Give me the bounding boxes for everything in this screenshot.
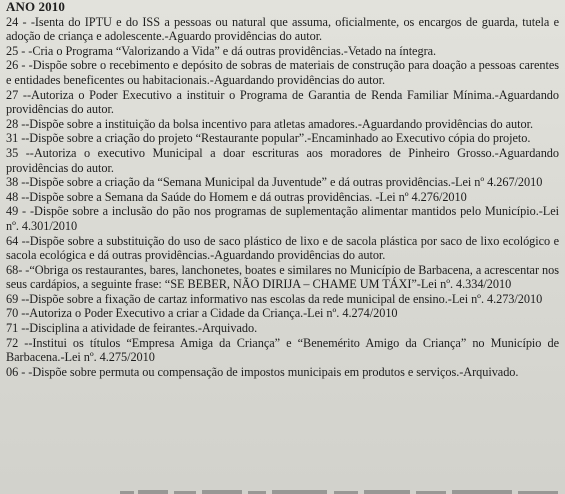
cut-off-text-fragment <box>120 489 565 494</box>
bill-entry-26: 26 - -Dispõe sobre o recebimento e depósito de sobras de materiais de construção para doação a pessoas carentes e entidades beneficentes ou habitacionais.-Aguardando providências do autor. <box>6 58 559 87</box>
bill-entry-68: 68- -“Obriga os restaurantes, bares, lanchonetes, boates e similares no Município de Barbacena, a acrescentar nos seus cardápios, a seguinte frase: “SE BEBER, NÃO DIRIJA – CHAME UM TÁXI”-Lei nº. 4.334/2010 <box>6 262 559 292</box>
bill-entry-24: 24 - -Isenta do IPTU e do ISS a pessoas ou natural que assuma, oficialmente, os encargos de guarda, tutela e adoção de criança e adolescente.-Aguardo providências do autor. <box>6 14 559 44</box>
year-heading: ANO 2010 <box>6 0 65 14</box>
bill-entry-64: 64 --Dispõe sobre a substituição do uso de saco plástico de lixo e de sacola plástica por saco de lixo ecológico e sacola ecológica e dá outras providências.-Aguardando providências do autor. <box>6 233 559 263</box>
bill-entry-49: 49 - -Dispõe sobre a inclusão do pão nos programas de suplementação alimentar mantidos pelo Município.-Lei nº. 4.301/2010 <box>6 204 559 233</box>
bill-entry-38: 38 --Dispõe sobre a criação da “Semana Municipal da Juventude” e dá outras providências.-Lei nº 4.267/2010 <box>6 175 543 190</box>
bill-entry-70: 70 --Autoriza o Poder Executivo a criar a Cidade da Criança.-Lei nº. 4.274/2010 <box>6 306 398 321</box>
bill-entry-69: 69 --Dispõe sobre a fixação de cartaz informativo nas escolas da rede municipal de ensino.-Lei nº. 4.273/2010 <box>6 291 543 306</box>
bill-entry-35: 35 --Autoriza o executivo Municipal a doar escrituras aos moradores de Pinheiro Grosso.-Aguardando providências do autor. <box>6 145 559 175</box>
bill-entry-48: 48 --Dispõe sobre a Semana da Saúde do Homem e dá outras providências. -Lei nº 4.276/2010 <box>6 189 467 204</box>
bill-entry-06: 06 - -Dispõe sobre permuta ou compensação de impostos municipais em produtos e serviços.-Arquivado. <box>6 364 519 379</box>
bill-entry-27: 27 --Autoriza o Poder Executivo a instituir o Programa de Garantia de Renda Familiar Mínima.-Aguardando providências do autor. <box>6 87 559 117</box>
bill-entry-71: 71 --Disciplina a atividade de feirantes.-Arquivado. <box>6 321 258 336</box>
bill-entry-72: 72 --Institui os títulos “Empresa Amiga da Criança” e “Benemérito Amigo da Criança” no Município de Barbacena.-Lei nº. 4.275/2010 <box>6 335 559 365</box>
cut-off-text-strip <box>0 488 565 494</box>
bill-entry-31: 31 --Dispõe sobre a criação do projeto “Restaurante popular”.-Encaminhado ao Executivo cópia do projeto. <box>6 131 531 146</box>
bill-entry-25: 25 - -Cria o Programa “Valorizando a Vida” e dá outras providências.-Vetado na íntegra. <box>6 43 437 58</box>
bill-entry-28: 28 --Dispõe sobre a instituição da bolsa incentivo para atletas amadores.-Aguardando providências do autor. <box>6 116 534 131</box>
bill-list <box>6 0 559 379</box>
